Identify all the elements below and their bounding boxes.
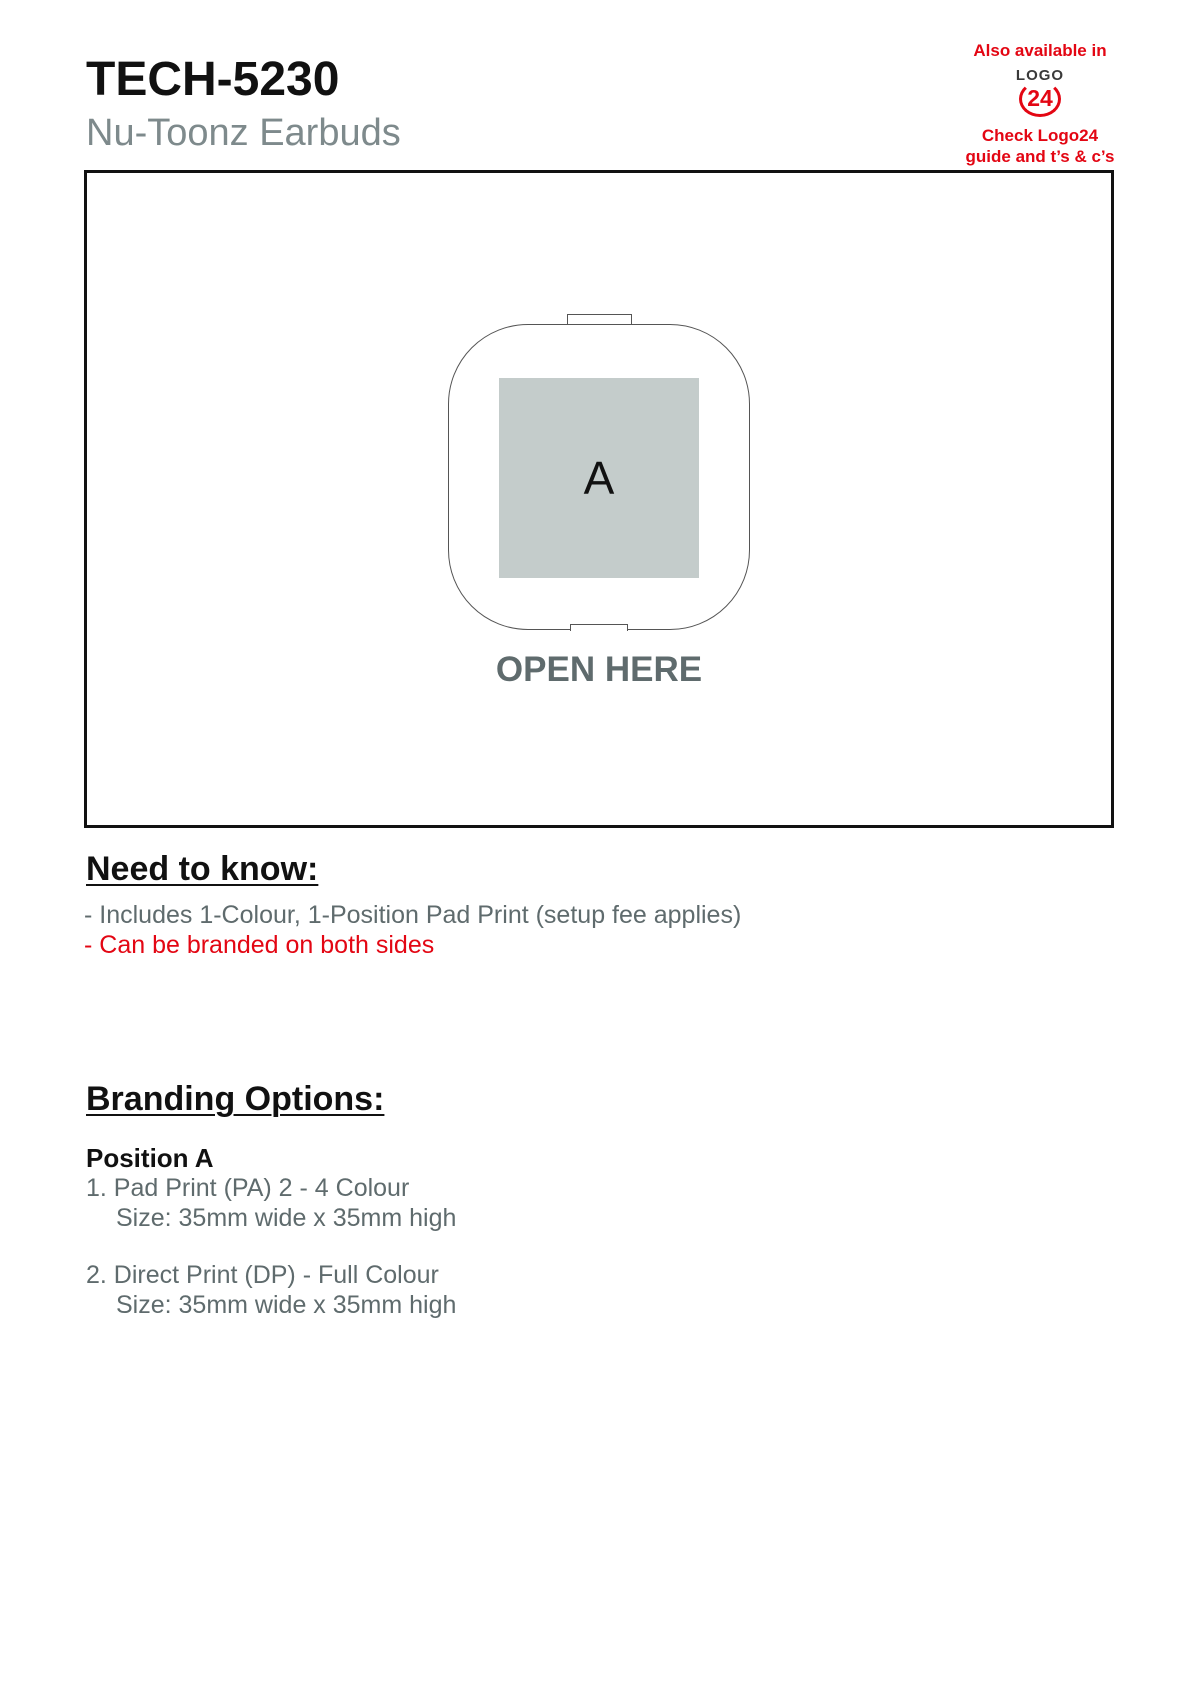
logo24-logo-word: LOGO [1015, 67, 1065, 84]
print-area-a [499, 378, 699, 578]
branding-options-heading: Branding Options: [86, 1080, 385, 1118]
case-top-tab [567, 314, 632, 325]
logo24-logo-number: 24 [1027, 85, 1053, 111]
branding-option-method: 1. Pad Print (PA) 2 - 4 Colour [86, 1174, 410, 1202]
logo24-availability-text: Also available in [973, 41, 1107, 60]
need-to-know-heading: Need to know: [86, 850, 319, 888]
branding-option-size: Size: 35mm wide x 35mm high [116, 1204, 457, 1232]
need-to-know-item: - Can be branded on both sides [84, 931, 435, 959]
logo24-notice [940, 40, 1140, 167]
logo24-logo [1005, 67, 1075, 121]
branding-option-method: 2. Direct Print (DP) - Full Colour [86, 1261, 439, 1289]
branding-option [86, 1260, 456, 1320]
product-name: Nu-Toonz Earbuds [86, 112, 401, 154]
open-here-label: OPEN HERE [495, 650, 703, 689]
logo24-terms-text: guide and t’s & c’s [965, 147, 1115, 166]
logo24-check-text: Check Logo24 [981, 126, 1099, 145]
product-code: TECH-5230 [86, 53, 340, 106]
case-bottom-tab [570, 624, 628, 631]
branding-option-size: Size: 35mm wide x 35mm high [116, 1291, 457, 1319]
print-area-label: A [583, 452, 615, 504]
branding-option [86, 1173, 456, 1233]
need-to-know-item: - Includes 1-Colour, 1-Position Pad Print (setup fee applies) [84, 901, 742, 929]
position-a-heading: Position A [86, 1143, 214, 1173]
